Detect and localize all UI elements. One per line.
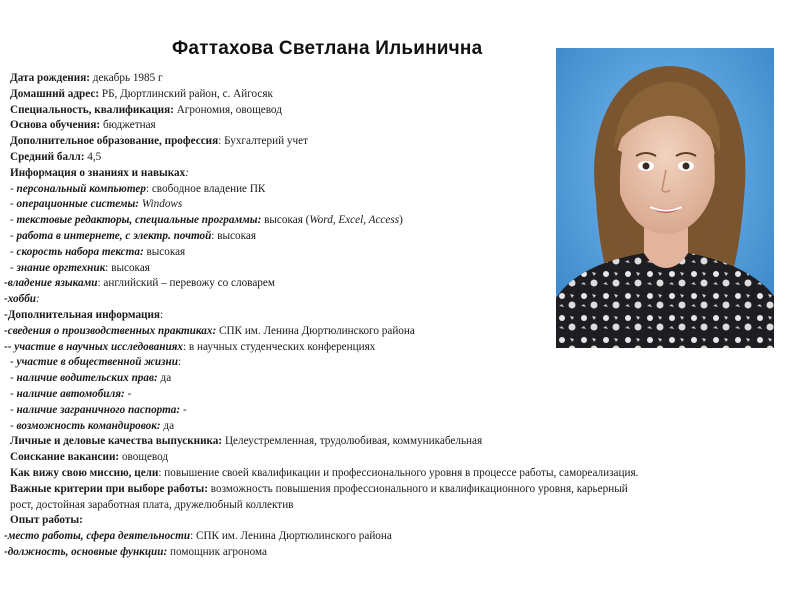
page-title: Фаттахова Светлана Ильинична	[172, 38, 483, 59]
resume-line-segment: -	[10, 261, 17, 274]
resume-line-segment: :	[185, 166, 189, 179]
resume-line-segment: Личные и деловые качества выпускника:	[10, 435, 223, 448]
portrait-photo	[556, 48, 774, 348]
resume-line-segment: возможность командировок:	[16, 419, 161, 432]
resume-line	[10, 214, 403, 227]
resume-line-segment: персональный компьютер	[16, 182, 146, 195]
resume-line-segment: -	[10, 372, 17, 385]
resume-line	[4, 546, 267, 559]
resume-line-segment: Основа обучения:	[10, 119, 101, 132]
resume-line	[4, 293, 40, 306]
resume-line	[10, 404, 187, 417]
resume-line-segment: -	[10, 198, 17, 211]
resume-line-segment: --	[4, 340, 15, 353]
resume-line	[10, 183, 265, 196]
resume-line	[10, 72, 163, 85]
resume-line-segment: Дата рождения:	[10, 72, 90, 84]
resume-line	[10, 230, 256, 243]
resume-line-segment: Агрономия, овощевод	[173, 103, 282, 116]
resume-line-segment: Целеустремленная, трудолюбивая, коммуникабельная	[222, 435, 483, 448]
resume-line	[10, 104, 282, 117]
resume-line	[10, 483, 628, 496]
resume-line-segment: -	[10, 403, 17, 416]
resume-line-segment: :	[159, 309, 164, 321]
resume-line	[4, 277, 275, 290]
resume-line-segment: : повышение своей квалификации и профессионального уровня в процессе работы, самореализация.	[158, 467, 639, 479]
resume-line-segment: : высокая	[211, 230, 256, 242]
resume-line	[10, 435, 482, 448]
resume-line-segment: высокая	[143, 245, 186, 258]
resume-line-segment: Word, Excel, Access	[309, 214, 400, 227]
resume-line-segment: возможность повышения профессионального и квалификационного уровня, карьерный	[207, 482, 628, 495]
resume-line-segment: -хобби	[4, 293, 37, 306]
resume-line	[10, 135, 308, 148]
resume-line-segment: РБ, Дюртлинский район, с. Айгосяк	[99, 87, 273, 100]
resume-line-segment: Windows	[139, 198, 183, 211]
resume-line-segment: : высокая	[105, 261, 150, 274]
resume-line-segment: скорость набора текста:	[16, 245, 144, 258]
resume-line	[10, 388, 131, 401]
resume-line-segment: :	[36, 293, 40, 306]
resume-line-segment: Дополнительное образование, профессия	[10, 135, 219, 148]
resume-line-segment: -должность, основные функции:	[4, 546, 168, 558]
resume-line-segment: 4,5	[84, 151, 102, 163]
resume-line-segment: овощевод	[119, 451, 169, 464]
resume-line	[10, 119, 156, 132]
resume-line-segment: рост, достойная заработная плата, дружелюбный коллектив	[10, 498, 294, 511]
resume-line-segment: наличие водительских прав:	[16, 372, 158, 385]
resume-line-segment: -	[10, 419, 17, 432]
resume-line-segment: Соискание вакансии:	[10, 451, 120, 464]
resume-line-segment: )	[399, 214, 403, 227]
resume-line-segment: -владение языками	[4, 277, 98, 290]
resume-line	[4, 309, 163, 322]
resume-line-segment: операционные системы:	[16, 198, 140, 211]
resume-line	[10, 467, 638, 480]
resume-line-segment: работа в интернете, с электр. почтой	[16, 230, 212, 242]
resume-line-segment: высокая (	[261, 214, 310, 227]
resume-line-segment: Опыт работы:	[10, 514, 83, 527]
resume-line-segment: : Бухгалтерий учет	[218, 135, 308, 148]
resume-line-segment: Домашний адрес:	[10, 87, 100, 100]
resume-line-segment: :	[177, 356, 182, 369]
resume-line	[10, 167, 189, 180]
resume-line-segment: -	[10, 230, 17, 242]
resume-line-segment: Информация о знаниях и навыках	[10, 166, 186, 179]
resume-line-segment: -Дополнительная информация	[4, 309, 160, 321]
resume-line	[10, 499, 293, 512]
resume-line-segment: : английский – перевожу со словарем	[97, 277, 275, 290]
resume-line	[10, 198, 182, 211]
resume-line	[10, 420, 174, 433]
resume-line-segment: Специальность, квалификация:	[10, 103, 174, 116]
resume-line-segment: : свободное владение ПК	[145, 182, 266, 195]
resume-line-segment: -место работы, сфера деятельности	[4, 530, 191, 543]
resume-line-segment: участие в общественной жизни	[16, 356, 178, 369]
resume-line-segment: Важные критерии при выборе работы:	[10, 482, 208, 495]
resume-line-segment: -	[124, 388, 132, 400]
resume-line	[10, 88, 273, 101]
resume-line	[4, 325, 415, 338]
resume-line-segment: : СПК им. Ленина Дюртюлинского района	[190, 530, 392, 543]
resume-line-segment: : в научных студенческих конференциях	[183, 340, 376, 353]
resume-line-segment: СПК им. Ленина Дюртюлинского района	[216, 324, 415, 337]
resume-line	[10, 514, 83, 527]
resume-line-segment: -	[10, 388, 17, 400]
resume-line-segment: знание оргтехник	[16, 261, 106, 274]
resume-line	[10, 151, 101, 164]
resume-line-segment: -	[10, 245, 17, 258]
resume-line	[10, 372, 171, 385]
resume-line-segment: бюджетная	[100, 119, 156, 132]
resume-line	[10, 356, 181, 369]
resume-line-segment: да	[160, 419, 175, 432]
resume-line-segment: наличие автомобиля:	[16, 388, 125, 400]
resume-line-segment: Средний балл:	[10, 151, 85, 163]
resume-line-segment: декабрь 1985 г	[89, 72, 163, 84]
resume-line-segment: -	[10, 182, 17, 195]
resume-line	[4, 341, 375, 354]
resume-line-segment: -	[10, 214, 17, 227]
resume-line	[4, 530, 392, 543]
resume-line-segment: помощник агронома	[167, 546, 267, 558]
resume-line-segment: -	[10, 356, 17, 369]
resume-line-segment: да	[157, 372, 172, 385]
resume-line-segment: текстовые редакторы, специальные программы:	[16, 214, 262, 227]
resume-line-segment: Как вижу свою миссию, цели	[10, 467, 159, 479]
resume-line	[10, 246, 185, 259]
resume-line-segment: -	[180, 403, 187, 416]
resume-line-segment: наличие заграничного паспорта:	[16, 403, 181, 416]
resume-line	[10, 262, 150, 275]
resume-line	[10, 451, 168, 464]
resume-line-segment: участие в научных исследованиях	[14, 340, 184, 353]
resume-line-segment: -сведения о производственных практиках:	[4, 324, 217, 337]
